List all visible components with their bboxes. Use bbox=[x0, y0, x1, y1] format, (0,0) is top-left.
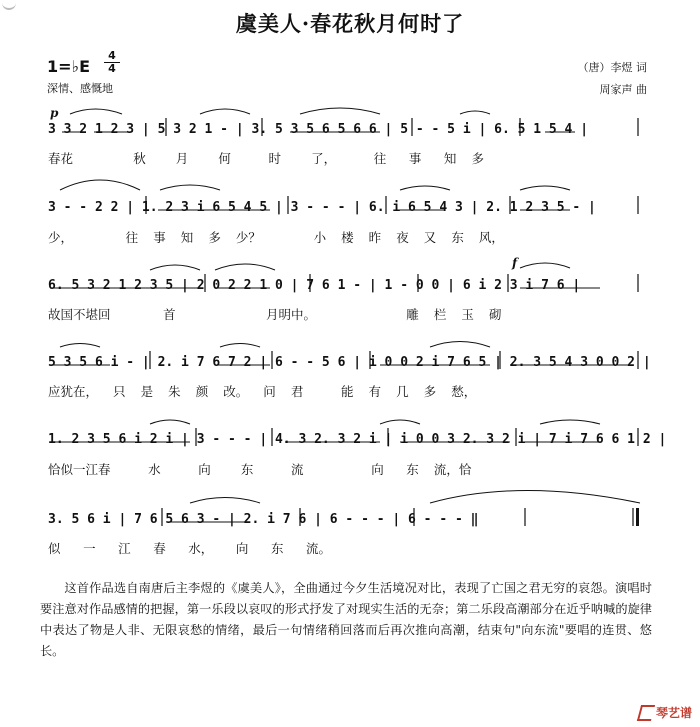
lyric-line-5: 恰似一江春 水 向 东 流 向 东 流，恰 bbox=[48, 462, 472, 477]
notation-line-5: 1. 2 3 5 6 i 2 i | 3 - - - | 4. 3 2. 3 2 i | i 0 0 3 2. 3 2 i | 7 i 7 6 6 1 2 | bbox=[48, 432, 667, 447]
slur bbox=[70, 109, 122, 114]
lyric-line-6: 似 一 江 春 水， 向 东 流。 bbox=[48, 541, 332, 556]
slur bbox=[460, 111, 490, 114]
slur bbox=[200, 109, 250, 114]
slur bbox=[380, 420, 420, 424]
slur bbox=[520, 186, 570, 190]
lyricist-credit: （唐）李煜 词 bbox=[577, 61, 647, 74]
site-logo bbox=[639, 704, 692, 722]
notation-line-2: 3 - - 2 2 | 1. 2 3 i 6 5 4 5 | 3 - - - | 6. i 6 5 4 3 | 2. 1 2 3 5 - | bbox=[48, 200, 596, 215]
lyric-line-3: 故国不堪回 首 月明中。 雕 栏 玉 砌 bbox=[48, 307, 502, 322]
slur bbox=[300, 108, 380, 114]
notation-line-3: 6. 5 3 2 1 2 3 5 | 2 0 2 2 1 0 | 7 6 1 - | 1 - 0 0 | 6 i 2 3 i 7 6 | bbox=[48, 278, 581, 293]
slur bbox=[60, 344, 100, 348]
composer-credit: 周家声 曲 bbox=[599, 83, 647, 96]
song-title: 虞美人·春花秋月何时了 bbox=[235, 11, 465, 36]
slur bbox=[430, 491, 640, 504]
dynamic-forte: f bbox=[512, 256, 518, 270]
notation-line-4: 5 3 5 6 i - | 2. i 7 6 7 2 | 6 - - 5 6 | i 0 0 2 i 7 6 5 | 2. 3 5 4 3 0 0 2 | bbox=[48, 355, 651, 370]
slur bbox=[430, 342, 490, 348]
key-signature: 1=♭E bbox=[47, 57, 91, 76]
slur bbox=[215, 264, 275, 270]
slur bbox=[60, 180, 140, 190]
description-paragraph: 这首作品选自南唐后主李煜的《虞美人》，全曲通过今夕生活境况对比，表现了亡国之君无穷的哀怨。演唱时要注意对作品感情的把握，第一乐段以哀叹的形式抒发了对现实生活的无奈；第二乐段高潮部分在近乎呐喊的旋律中表达了物是人非、无限哀愁的情绪，最后一句情绪稍回落而后再次推向高潮，结束句"向东流"要唱的连贯、悠长。 bbox=[40, 581, 652, 658]
final-barline-thick bbox=[636, 508, 639, 526]
lyric-line-2: 少， 往 事 知 多 少？ 小 楼 昨 夜 又 东 风， bbox=[48, 230, 504, 245]
notation-line-1: 3 3 2 1 2 3 | 5 3 2 1 - | 3. 5 3 5 6 5 6 6 | 5 - - 5 i | 6. 5 1 5 4 | bbox=[48, 122, 589, 137]
dynamic-piano: p bbox=[50, 106, 59, 120]
slur bbox=[150, 265, 200, 270]
logo-text: 琴艺谱 bbox=[655, 705, 692, 720]
slur bbox=[400, 186, 450, 190]
time-bottom: 4 bbox=[108, 62, 116, 75]
slur bbox=[190, 498, 260, 504]
slur bbox=[220, 344, 260, 348]
lyric-line-4: 应犹在， 只 是 朱 颜 改。 问 君 能 有 几 多 愁， bbox=[48, 384, 477, 399]
slur bbox=[540, 420, 600, 424]
lyric-line-1: 春花 秋 月 何 时 了， 往 事 知 多 bbox=[48, 151, 484, 166]
slur bbox=[160, 185, 220, 190]
slur bbox=[150, 420, 190, 424]
slur bbox=[520, 263, 570, 268]
expression-mark: 深情、感慨地 bbox=[47, 82, 113, 95]
notation-line-6: 3. 5 6 i | 7 6 5 6 3 - | 2. i 7 6 | 6 - - - | 6 - - - ‖ bbox=[48, 512, 479, 527]
logo-icon bbox=[637, 705, 655, 721]
time-top: 4 bbox=[108, 49, 116, 62]
